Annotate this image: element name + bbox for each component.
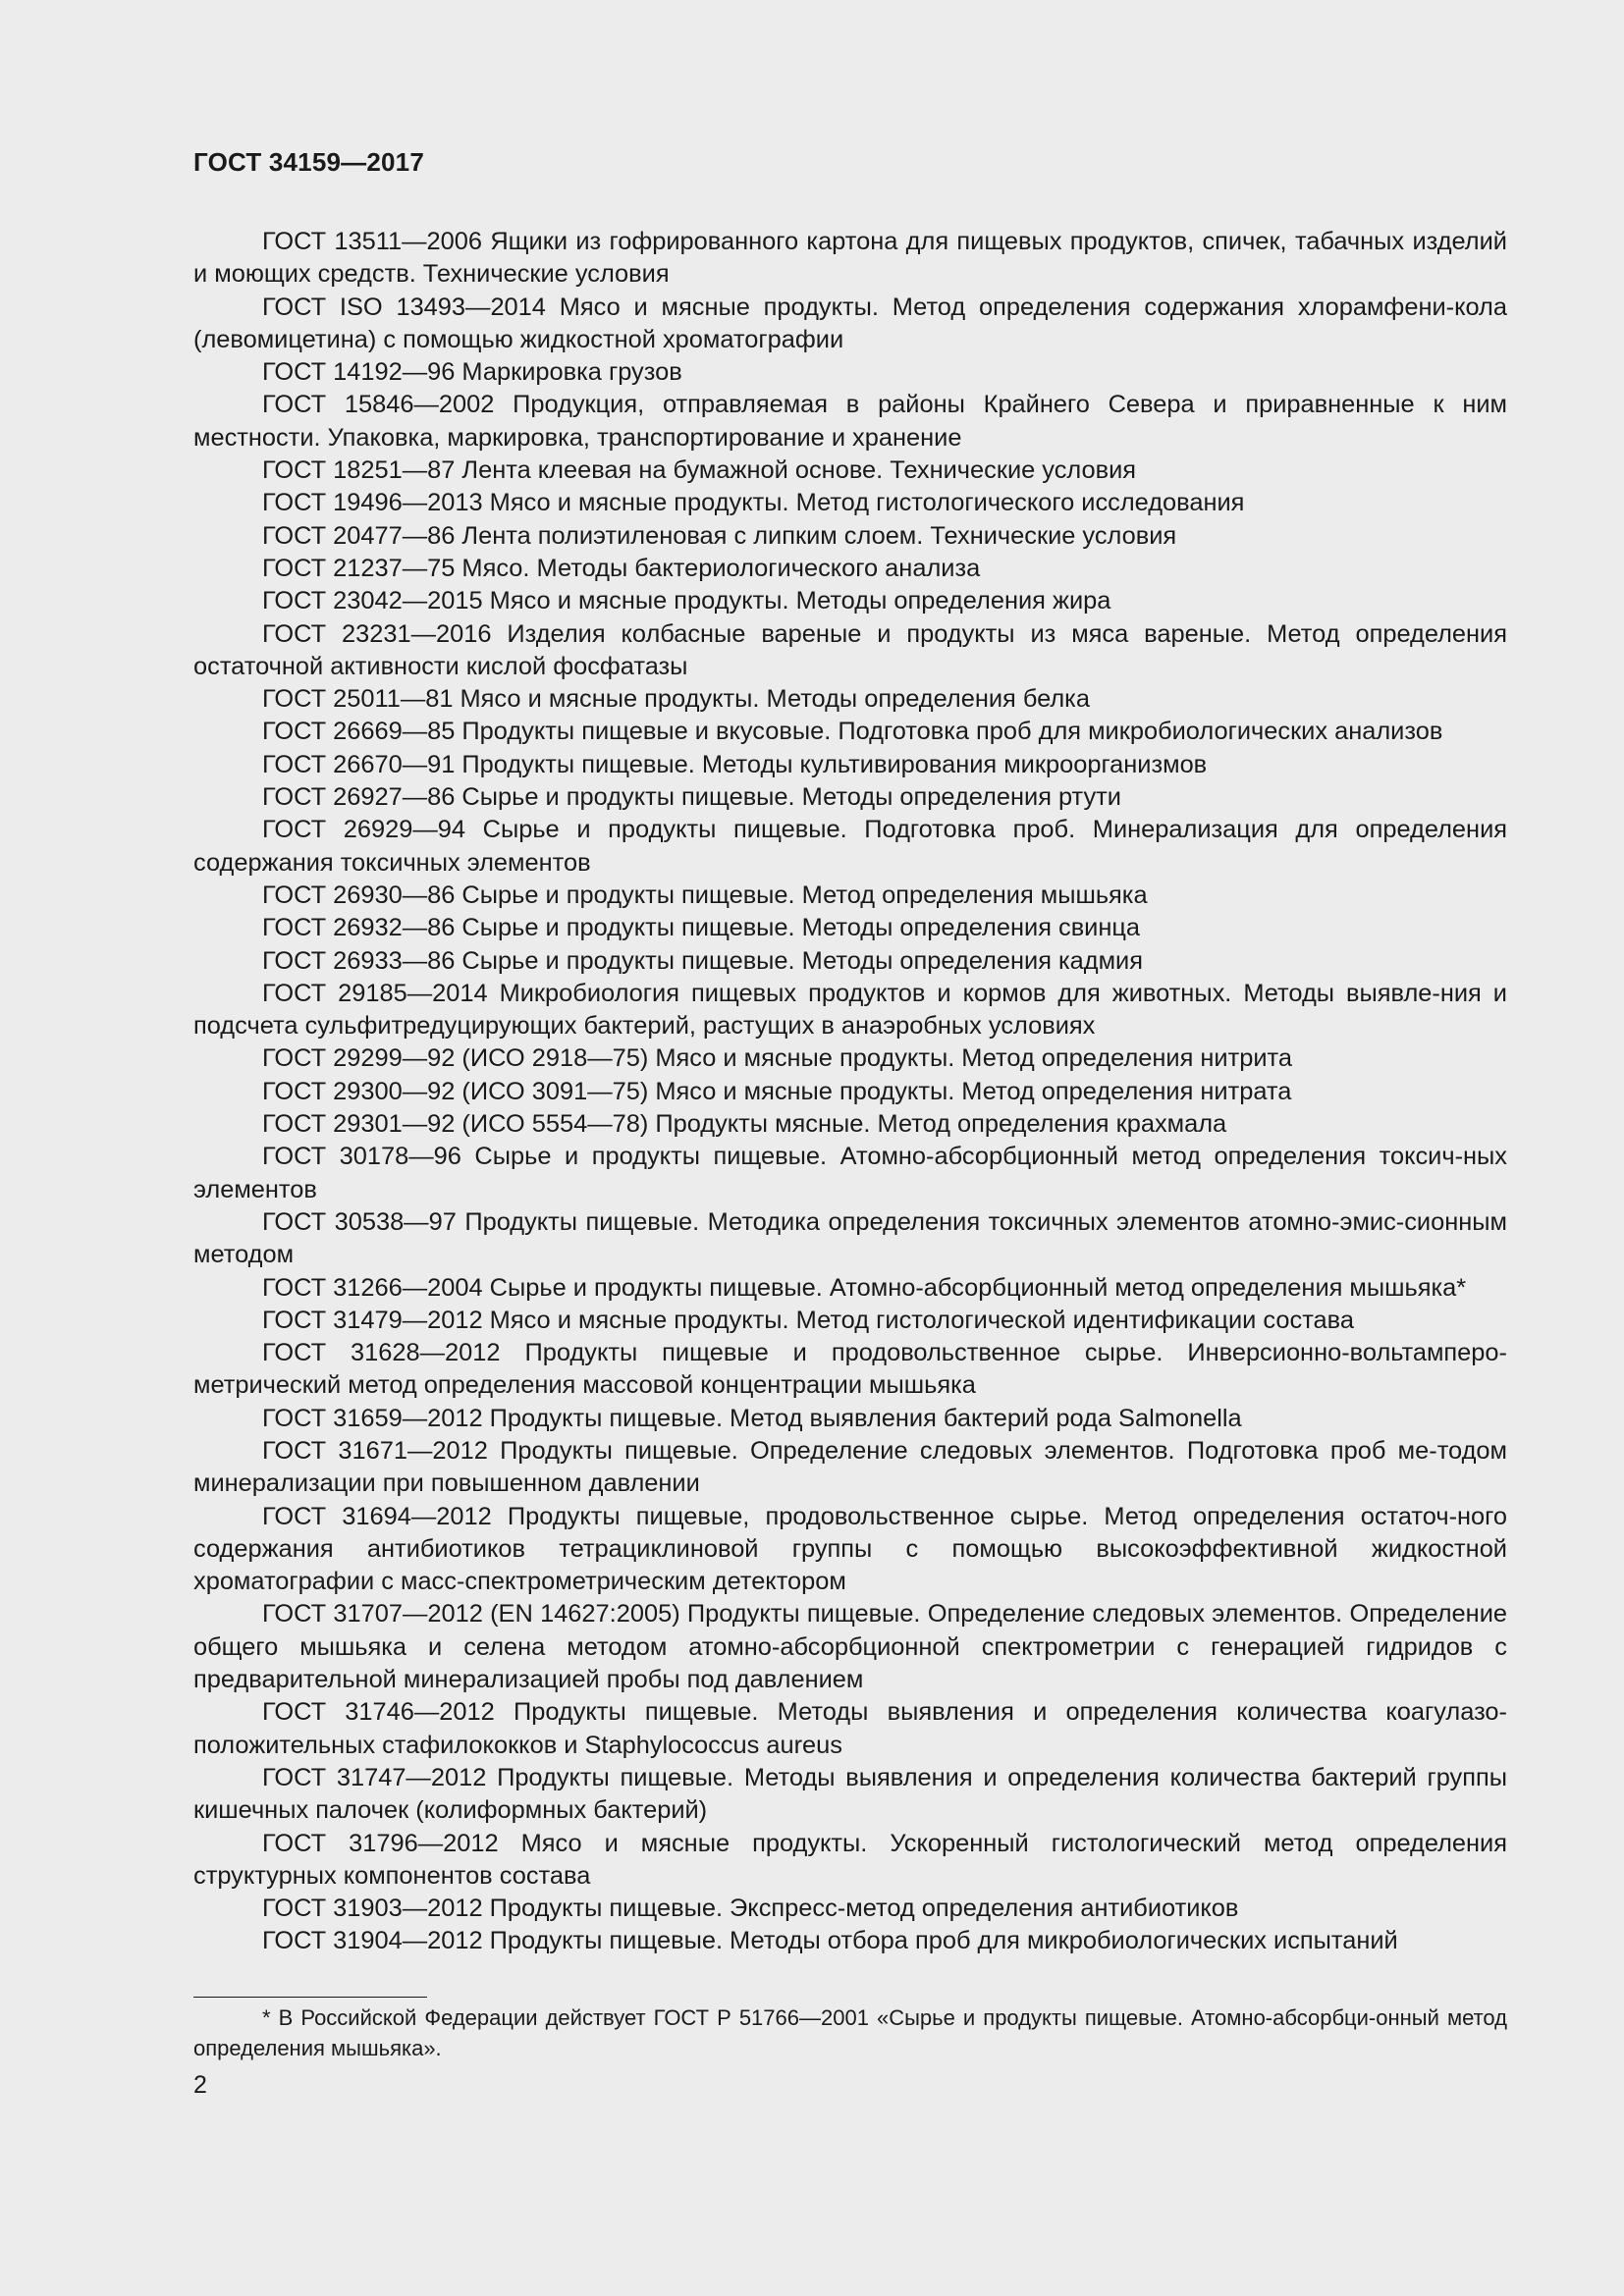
reference-item: ГОСТ 26927—86 Сырье и продукты пищевые. Методы определения ртути [262, 783, 1121, 812]
normative-references-list [193, 226, 1507, 1958]
document-header: ГОСТ 34159—2017 [193, 147, 424, 177]
reference-item: ГОСТ 26932—86 Сырье и продукты пищевые. Методы определения свинца [262, 914, 1141, 942]
reference-item: ГОСТ 18251—87 Лента клеевая на бумажной основе. Технические условия [262, 456, 1137, 485]
reference-item: ГОСТ 31694—2012 Продукты пищевые, продовольственное сырье. Метод определения остаточ-ного содержания антибиотиков тетрациклиновой группы с помощью высокоэффективной жидкостной хроматографии с масс-спектрометрическим детектором [193, 1502, 1507, 1596]
reference-item: ГОСТ 26929—94 Сырье и продукты пищевые. Подготовка проб. Минерализация для определения содержания токсичных элементов [193, 816, 1507, 877]
reference-item: ГОСТ 31707—2012 (EN 14627:2005) Продукты пищевые. Определение следовых элементов. Определение общего мышьяка и селена методом атомно-абсорбционной спектрометрии с генерацией гидридов с предварительной минерализацией пробы под давлением [193, 1600, 1507, 1694]
reference-item: ГОСТ 31266—2004 Сырье и продукты пищевые. Атомно-абсорбционный метод определения мышьяка* [262, 1273, 1467, 1302]
reference-item: ГОСТ 31479—2012 Мясо и мясные продукты. Метод гистологической идентификации состава [262, 1306, 1354, 1334]
reference-item: ГОСТ 29185—2014 Микробиология пищевых продуктов и кормов для животных. Методы выявле-ния и подсчета сульфитредуцирующих бактерий, растущих в анаэробных условиях [193, 979, 1507, 1041]
reference-item: ГОСТ 26670—91 Продукты пищевые. Методы культивирования микроорганизмов [262, 750, 1208, 778]
reference-item: ГОСТ 31904—2012 Продукты пищевые. Методы отбора проб для микробиологических испытаний [262, 1927, 1398, 1955]
reference-item: ГОСТ 29301—92 (ИСО 5554—78) Продукты мясные. Метод определения крахмала [262, 1110, 1227, 1139]
reference-item: ГОСТ 15846—2002 Продукция, отправляемая в районы Крайнего Севера и приравненные к ним местности. Упаковка, маркировка, транспортирование и хранение [193, 391, 1507, 452]
reference-item: ГОСТ 19496—2013 Мясо и мясные продукты. Метод гистологического исследования [262, 489, 1245, 517]
reference-item: ГОСТ ISO 13493—2014 Мясо и мясные продукты. Метод определения содержания хлорамфени-кола (левомицетина) с помощью жидкостной хроматографии [193, 293, 1507, 353]
reference-item: ГОСТ 23231—2016 Изделия колбасные вареные и продукты из мяса вареные. Метод определения остаточной активности кислой фосфатазы [193, 619, 1507, 680]
reference-item: ГОСТ 29299—92 (ИСО 2918—75) Мясо и мясные продукты. Метод определения нитрита [262, 1044, 1292, 1073]
reference-item: ГОСТ 21237—75 Мясо. Методы бактериологического анализа [262, 554, 981, 582]
reference-item: ГОСТ 29300—92 (ИСО 3091—75) Мясо и мясные продукты. Метод определения нитрата [262, 1077, 1292, 1105]
reference-item: ГОСТ 30538—97 Продукты пищевые. Методика определения токсичных элементов атомно-эмис-сионным методом [193, 1207, 1507, 1269]
reference-item: ГОСТ 26933—86 Сырье и продукты пищевые. Методы определения кадмия [262, 946, 1143, 975]
reference-item: ГОСТ 13511—2006 Ящики из гофрированного картона для пищевых продуктов, спичек, табачных изделий и моющих средств. Технические условия [193, 228, 1507, 289]
reference-item: ГОСТ 31671—2012 Продукты пищевые. Определение следовых элементов. Подготовка проб ме-тодом минерализации при повышенном давлении [193, 1436, 1507, 1498]
reference-item: ГОСТ 31628—2012 Продукты пищевые и продовольственное сырье. Инверсионно-вольтамперо-метрический метод определения массовой концентрации мышьяка [193, 1339, 1507, 1400]
reference-item: ГОСТ 26930—86 Сырье и продукты пищевые. Метод определения мышьяка [262, 881, 1148, 909]
reference-item: ГОСТ 31659—2012 Продукты пищевые. Метод выявления бактерий рода Salmonella [262, 1404, 1242, 1432]
reference-item: ГОСТ 26669—85 Продукты пищевые и вкусовые. Подготовка проб для микробиологических анализов [262, 718, 1443, 746]
reference-item: ГОСТ 31747—2012 Продукты пищевые. Методы выявления и определения количества бактерий группы кишечных палочек (колиформных бактерий) [193, 1763, 1507, 1825]
footnote-divider [193, 1997, 427, 1998]
reference-item: ГОСТ 31903—2012 Продукты пищевые. Экспресс-метод определения антибиотиков [262, 1895, 1239, 1923]
reference-item: ГОСТ 14192—96 Маркировка грузов [262, 358, 682, 387]
footnote: * В Российской Федерации действует ГОСТ Р 51766—2001 «Сырье и продукты пищевые. Атомно-абсорбци-онный метод определения мышьяка». [193, 2005, 1507, 2060]
page-number: 2 [193, 2071, 207, 2099]
reference-item: ГОСТ 25011—81 Мясо и мясные продукты. Методы определения белка [262, 685, 1090, 714]
reference-item: ГОСТ 31796—2012 Мясо и мясные продукты. Ускоренный гистологический метод определения структурных компонентов состава [193, 1829, 1507, 1890]
reference-item: ГОСТ 23042—2015 Мясо и мясные продукты. Методы определения жира [262, 587, 1111, 615]
reference-item: ГОСТ 31746—2012 Продукты пищевые. Методы выявления и определения количества коагулазо-положительных стафилококков и Staphylococcus aureus [193, 1698, 1507, 1759]
reference-item: ГОСТ 20477—86 Лента полиэтиленовая с липким слоем. Технические условия [262, 521, 1177, 550]
reference-item: ГОСТ 30178—96 Сырье и продукты пищевые. Атомно-абсорбционный метод определения токсич-ных элементов [193, 1143, 1507, 1203]
